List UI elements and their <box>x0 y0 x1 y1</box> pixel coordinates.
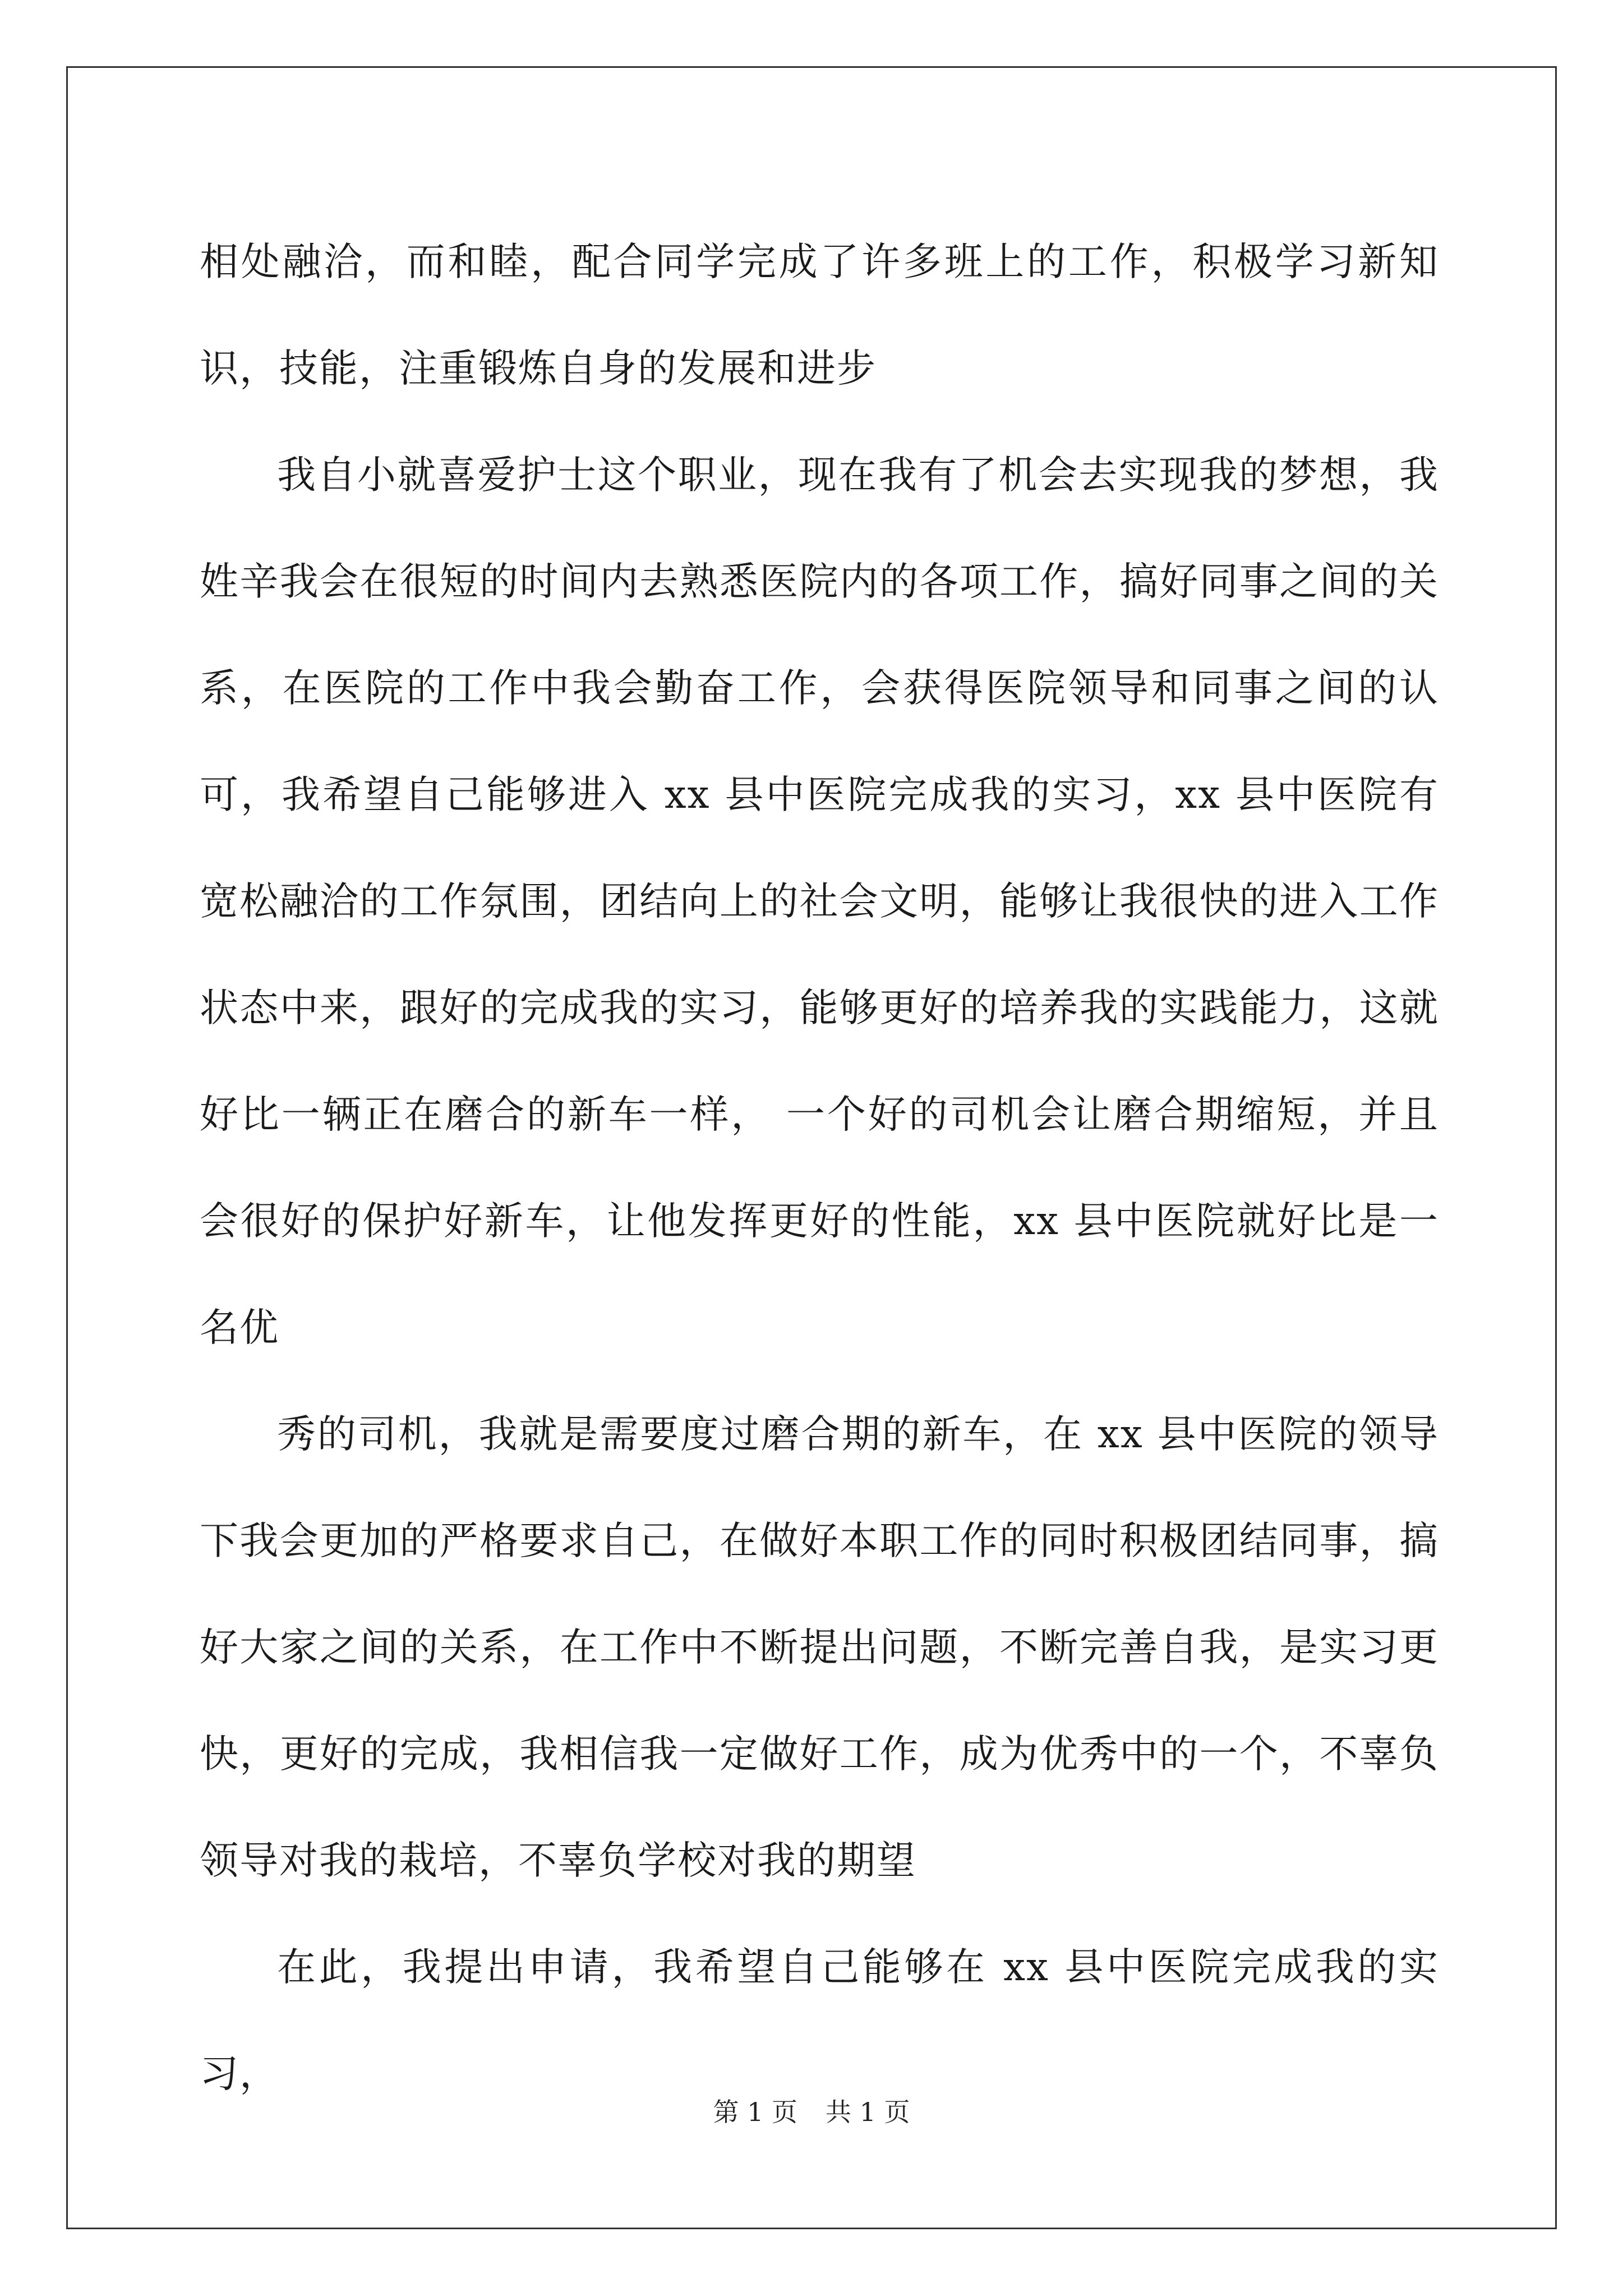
paragraph-3: 秀的司机，我就是需要度过磨合期的新车，在 xx 县中医院的领导下我会更加的严格要求自己，在做好本职工作的同时积极团结同事，搞好大家之间的关系，在工作中不断提出问题，不断完善自我，是实习更快，更好的完成，我相信我一定做好工作，成为优秀中的一个，不辜负领导对我的栽培，不辜负学校对我的期望 <box>200 1412 1439 1883</box>
page-number-total: 共 1 页 <box>826 2097 910 2127</box>
page-footer <box>0 2095 1623 2129</box>
paragraph-1: 相处融洽，而和睦，配合同学完成了许多班上的工作，积极学习新知识，技能，注重锻炼自身的发展和进步 <box>200 240 1439 391</box>
paragraph-4: 在此，我提出申请，我希望自己能够在 xx 县中医院完成我的实习， <box>200 1945 1439 2096</box>
document-body <box>200 209 1439 2127</box>
paragraph-2: 我自小就喜爱护士这个职业，现在我有了机会去实现我的梦想，我姓辛我会在很短的时间内去熟悉医院内的各项工作，搞好同事之间的关系，在医院的工作中我会勤奋工作，会获得医院领导和同事之间的认可，我希望自己能够进入 xx 县中医院完成我的实习，xx 县中医院有宽松融洽的工作氛围，团结向上的社会文明，能够让我很快的进入工作状态中来，跟好的完成我的实习，能够更好的培养我的实践能力，这就好比一辆正在磨合的新车一样， 一个好的司机会让磨合期缩短，并且会很好的保护好新车，让他发挥更好的性能，xx 县中医院就好比是一名优 <box>200 453 1439 1350</box>
page-number-current: 第 1 页 <box>713 2097 797 2127</box>
